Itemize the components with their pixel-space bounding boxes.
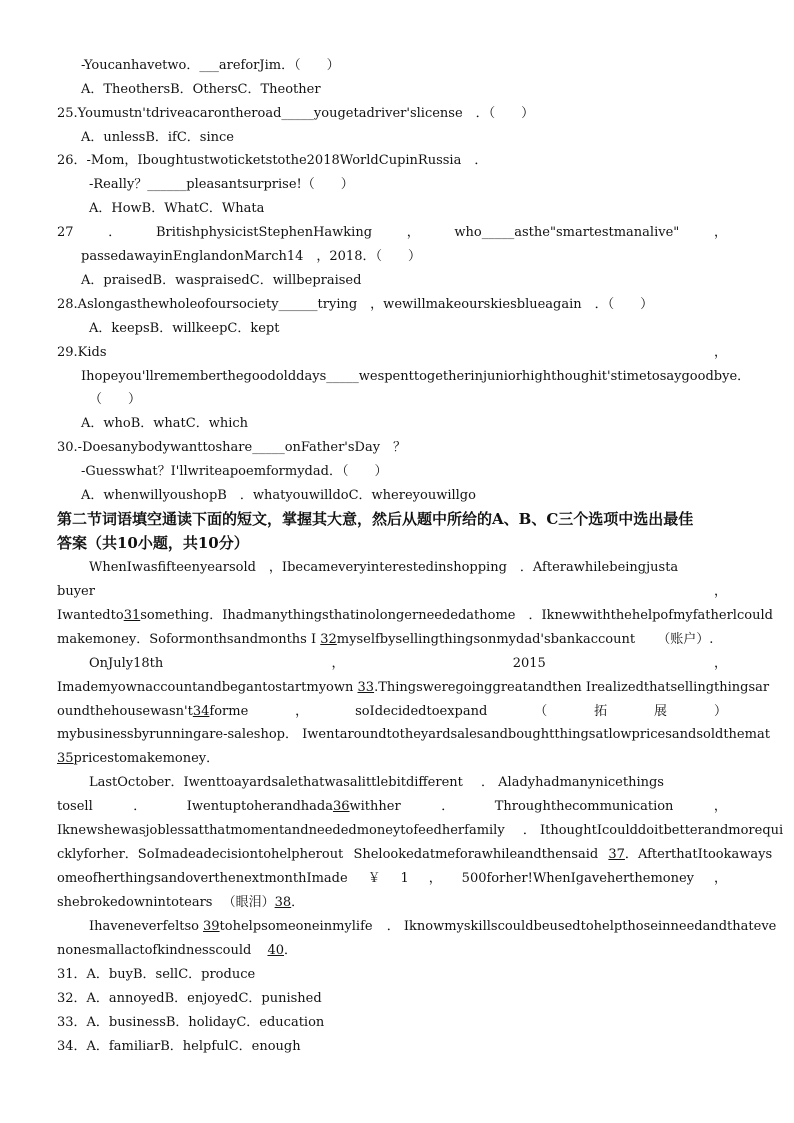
q30-reply: -Guesswhat？I'llwriteapoemformydad．（ ）	[81, 464, 388, 479]
q26-reply: -Really？______pleasantsurprise!（ ）	[89, 177, 354, 192]
q27-stem: 27 ． BritishphysicistStephenHawking ， who_____asthe"smartestmanalive" ，	[57, 225, 727, 240]
q29-stem-cont: Ihopeyou'llrememberthegoodolddays_____wespenttogetherinjuniorhighthoughit'stimetosaygoodbye ．	[81, 369, 751, 384]
q27-number: 27	[57, 225, 74, 240]
q30-options: A．whenwillyoushopB ．whatyouwilldoC．whereyouwillgo	[81, 488, 476, 503]
passage-line: cklyforher．SoImadeadecisiontohelpherout Shelookedatmeforawhileandthensaid 37．AfterthatItookaways	[57, 847, 773, 862]
q26-stem: 26．-Mom，Iboughtustwoticketstothe2018WorldCupinRussia ．	[57, 153, 488, 168]
q29-paren: （ ）	[89, 392, 142, 407]
q27-part1: BritishphysicistStephenHawking	[155, 225, 373, 240]
q26-options: A．HowB．WhatC．Whata	[89, 201, 265, 216]
blank-35[interactable]: 35	[57, 751, 74, 766]
q29-options: A．whoB．whatC．which	[81, 416, 249, 431]
blank-34[interactable]: 34	[192, 704, 210, 719]
q24-dialogue-line: -Youcanhavetwo．___areforJim．（ ）	[81, 58, 340, 73]
passage-line: makemoney．Soformonthsandmonths I 32myselfbysellingthingsonmydad'sbankaccount （账户）.	[57, 632, 714, 647]
q28-stem: 28.Aslongasthewholeofoursociety______trying ，wewillmakeourskiesblueagain ．（ ）	[57, 297, 654, 312]
passage-line: tosell ． Iwentuptoherandhada36withher ． Throughthecommunication ，	[57, 799, 727, 814]
q27-options: A．praisedB．waspraisedC．willbepraised	[81, 273, 362, 288]
q27-stem-cont: passedawayinEnglandonMarch14 ，2018．（ ）	[81, 249, 421, 264]
passage-line: 35pricestomakemoney．	[57, 751, 220, 766]
q31-options: 31．A．buyB．sellC．produce	[57, 967, 256, 982]
passage-line: nonesmallactofkindnesscould 40．	[57, 943, 298, 958]
q34-options: 34．A．familiarB．helpfulC．enough	[57, 1039, 301, 1054]
passage-line: WhenIwasfifteenyearsold ，Ibecameveryinterestedinshopping ．Afterawhilebeingjusta	[89, 560, 679, 575]
blank-39[interactable]: 39	[203, 919, 220, 934]
q25-stem: 25.Youmustn'tdriveacarontheroad_____yougetadriver'slicense ．（ ）	[57, 106, 535, 121]
q30-stem: 30.-Doesanybodywanttoshare_____onFather'sDay ？	[57, 440, 407, 455]
blank-40[interactable]: 40	[267, 943, 285, 958]
passage-line: Imademyownaccountandbegantostartmyown 33.Thingsweregoinggreatandthen Irealizedthatsellingthingsar	[57, 680, 770, 695]
q33-options: 33．A．businessB．holidayC．education	[57, 1015, 325, 1030]
q25-options: A．unlessB．ifC．since	[81, 130, 234, 145]
blank-31[interactable]: 31	[123, 608, 141, 623]
blank-36[interactable]: 36	[332, 799, 350, 814]
passage-line: mybusinessbyrunningare-saleshop． Iwentaroundtotheyardsalesandboughtthingsatlowpricesandsoldthemat	[57, 727, 770, 742]
q28-options: A．keepsB．willkeepC．kept	[89, 321, 280, 336]
passage-line: shebrokedownintotears （眼泪）38．	[57, 895, 305, 910]
section-heading-cont: 答案（共10小题，共10分）	[57, 534, 249, 552]
q24-options: A．TheothersB．OthersC．Theother	[81, 82, 321, 97]
passage-line: OnJuly18th ， 2015 ，	[89, 656, 727, 671]
passage-line: Iknewshewasjoblessatthatmomentandneededmoneytofeedherfamily ． IthoughtIcoulddoitbetterandmorequi	[57, 823, 784, 838]
section-heading: 第二节词语填空通读下面的短文，掌握其大意，然后从题中所给的A、B、C三个选项中选出最佳	[57, 510, 694, 528]
passage-line: Ihaveneverfeltso 39tohelpsomeoneinmylife ． Iknowmyskillscouldbeusedtohelpthoseinneedandthateve	[89, 919, 777, 934]
q29-stem: 29.Kids ，	[57, 345, 727, 360]
blank-32[interactable]: 32	[320, 632, 337, 647]
passage-line: Iwantedto31something．Ihadmanythingsthatinolongerneededathome ．Iknewwiththehelpofmyfatherlcould	[57, 608, 773, 623]
passage-line: LastOctober．Iwenttoayardsalethatwasalittlebitdifferent ． Aladyhadmanynicethings	[89, 775, 664, 790]
blank-38[interactable]: 38	[274, 895, 292, 910]
blank-33[interactable]: 33	[357, 680, 375, 695]
passage-line: oundthehousewasn't34forme ， soIdecidedtoexpand （ 拓 展 ）	[57, 704, 727, 719]
passage-line: omeofherthingsandoverthenextmonthImade ￥ 1 ， 500forher!WhenIgaveherthemoney ，	[57, 871, 727, 886]
passage-line: buyer ，	[57, 584, 727, 599]
q32-options: 32．A．annoyedB．enjoyedC．punished	[57, 991, 322, 1006]
q27-part2: who_____asthe"smartestmanalive"	[454, 225, 680, 240]
blank-37[interactable]: 37	[608, 847, 625, 862]
